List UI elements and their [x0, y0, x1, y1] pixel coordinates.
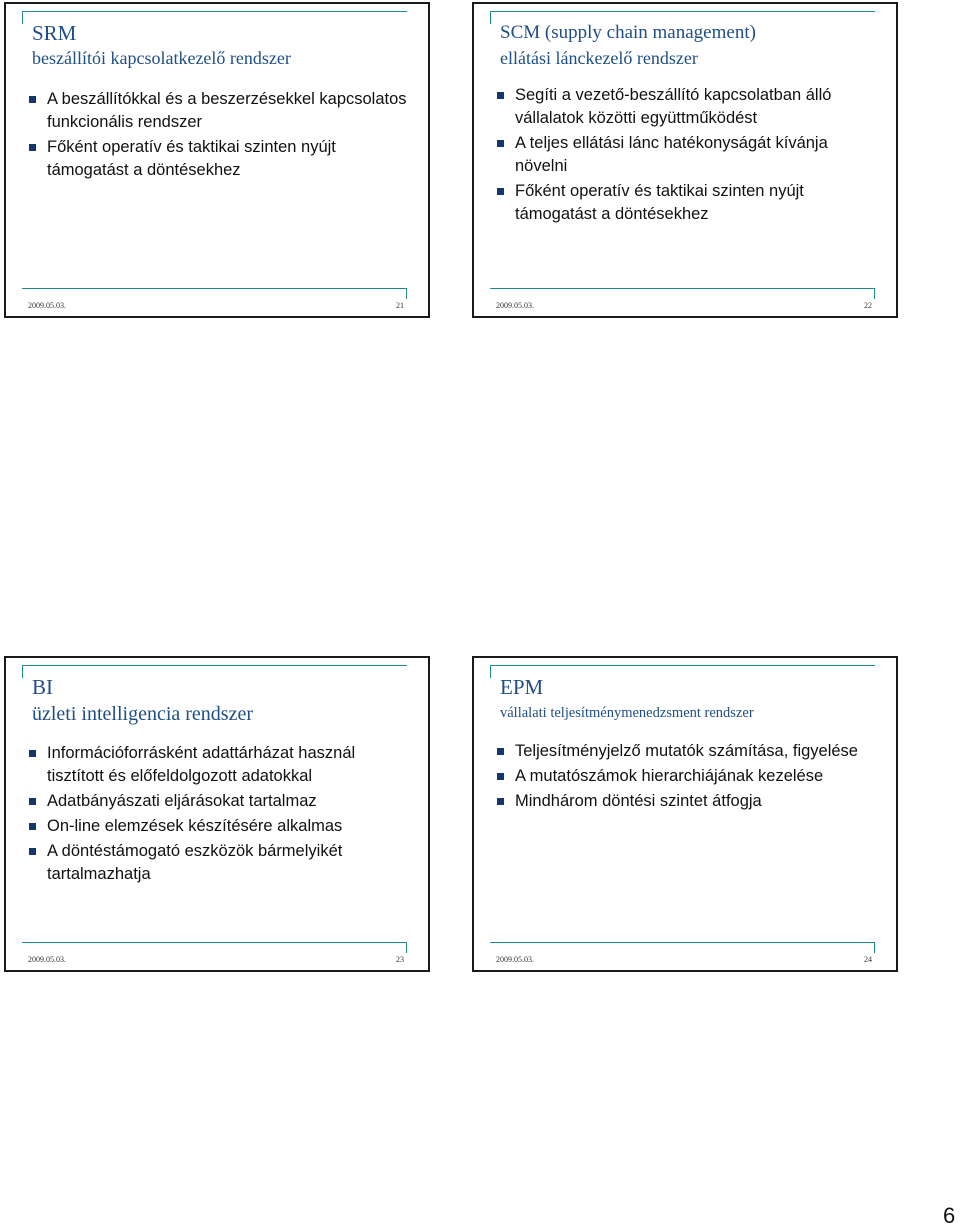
bullet-item: Teljesítményjelző mutatók számítása, figyelése: [496, 740, 881, 763]
bullet-item: A döntéstámogató eszközök bármelyikét tartalmazhatja: [28, 840, 413, 886]
footer-rule: [22, 942, 407, 953]
slide-number: 22: [864, 301, 872, 310]
slide-title-main: SCM (supply chain management): [500, 22, 756, 43]
slide-date: 2009.05.03.: [28, 955, 66, 964]
bullet-list: [496, 740, 881, 815]
slide-date: 2009.05.03.: [28, 301, 66, 310]
square-bullet-icon: [497, 188, 504, 195]
square-bullet-icon: [29, 96, 36, 103]
slide-title-main: SRM: [32, 21, 77, 45]
square-bullet-icon: [29, 823, 36, 830]
slide-number: 21: [396, 301, 404, 310]
square-bullet-icon: [497, 798, 504, 805]
bullet-list: [28, 742, 413, 888]
square-bullet-icon: [497, 140, 504, 147]
slide-21: [4, 2, 430, 318]
slide-date: 2009.05.03.: [496, 301, 534, 310]
bullet-item: A mutatószámok hierarchiájának kezelése: [496, 765, 881, 788]
bullet-item: Adatbányászati eljárásokat tartalmaz: [28, 790, 413, 813]
footer-rule: [490, 288, 875, 299]
bullet-item: Információforrásként adattárházat használ tisztított és előfeldolgozott adatokkal: [28, 742, 413, 788]
slide-title-main: EPM: [500, 675, 544, 699]
footer-rule: [490, 942, 875, 953]
slide-22: [472, 2, 898, 318]
bullet-item: Főként operatív és taktikai szinten nyújt támogatást a döntésekhez: [496, 180, 881, 226]
bullet-item: A beszállítókkal és a beszerzésekkel kapcsolatos funkcionális rendszer: [28, 88, 413, 134]
slide-date: 2009.05.03.: [496, 955, 534, 964]
slide-title-sub: üzleti intelligencia rendszer: [32, 703, 254, 725]
bullet-item: Mindhárom döntési szintet átfogja: [496, 790, 881, 813]
page-number: 6: [943, 1203, 956, 1228]
slide-title-main: BI: [32, 675, 53, 699]
footer-rule: [22, 288, 407, 299]
square-bullet-icon: [29, 144, 36, 151]
bullet-item: Segíti a vezető-beszállító kapcsolatban álló vállalatok közötti együttműködést: [496, 84, 881, 130]
square-bullet-icon: [29, 750, 36, 757]
slide-title: [500, 674, 880, 726]
slide-title: [500, 20, 880, 70]
slide-title: [32, 20, 412, 70]
slide-title-sub: ellátási lánckezelő rendszer: [500, 48, 698, 68]
bullet-list: [496, 84, 881, 228]
square-bullet-icon: [497, 92, 504, 99]
slide-title: [32, 674, 412, 728]
slide-title-sub: beszállítói kapcsolatkezelő rendszer: [32, 48, 291, 68]
slide-number: 23: [396, 955, 404, 964]
square-bullet-icon: [29, 798, 36, 805]
bullet-item: Főként operatív és taktikai szinten nyújt támogatást a döntésekhez: [28, 136, 413, 182]
slide-24: [472, 656, 898, 972]
bullet-list: [28, 88, 413, 184]
bullet-item: A teljes ellátási lánc hatékonyságát kívánja növelni: [496, 132, 881, 178]
bullet-item: On-line elemzések készítésére alkalmas: [28, 815, 413, 838]
slide-23: [4, 656, 430, 972]
square-bullet-icon: [497, 748, 504, 755]
square-bullet-icon: [497, 773, 504, 780]
slide-number: 24: [864, 955, 872, 964]
square-bullet-icon: [29, 848, 36, 855]
slide-title-sub: vállalati teljesítménymenedzsment rendszer: [500, 705, 754, 721]
